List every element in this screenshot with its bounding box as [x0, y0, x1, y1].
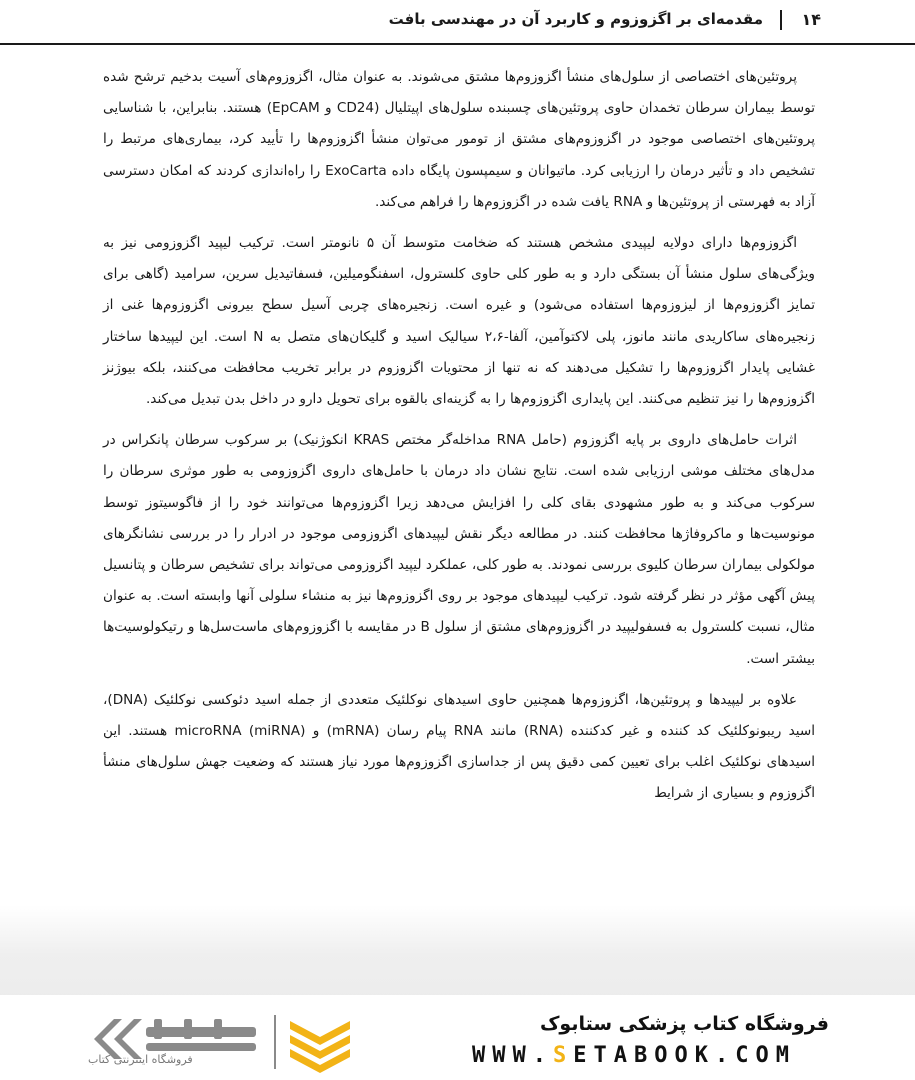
body-text [103, 62, 815, 820]
paragraph-1: پروتئین‌های اختصاصی از سلول‌های منشأ اگزوزوم‌ها مشتق می‌شوند. به عنوان مثال، اگزوزوم‌های آسیت بدخیم ترشح شده توسط بیماران سرطان تخمدان حاوی پروتئین‌های چسبنده سلول‌های اپیتلیال (CD24 و EpCAM) هستند. بنابراین، با شناسایی پروتئین‌های اختصاصی موجود در اگزوزوم‌های مشتق از تومور می‌توان منشأ اگزوزوم‌ها را تأیید کرد، بیماری‌های مرتبط را تشخیص داد و تأثیر درمان را ارزیابی کرد. ماتیوانان و سیمپسون پایگاه داده ExoCarta را راه‌اندازی کردند که امکان دسترسی آزاد به فهرستی از پروتئین‌ها و RNA یافت شده در اگزوزوم‌ها را فراهم می‌کند. [103, 69, 815, 210]
logo-v-mark-icon [290, 1021, 350, 1073]
store-footer [0, 995, 915, 1080]
page-fade-overlay [0, 905, 915, 1005]
paragraph-4: علاوه بر لیپیدها و پروتئین‌ها، اگزوزوم‌ها همچنین حاوی اسیدهای نوکلئیک متعددی از جمله اسید دئوکسی نوکلئیک (DNA)، اسید ریبونوکلئیک کد کننده و غیر کدکننده (RNA) مانند RNA پیام رسان (mRNA) و microRNA (miRNA) هستند. این اسیدهای نوکلئیک اغلب برای تعیین کمی دقیق پس از جداسازی اگزوزوم‌ها مورد نیاز هستند که وضعیت جهش سلول‌های منشأ اگزوزوم و بسیاری از شرایط [103, 691, 816, 802]
website-accent-b: B [633, 1043, 655, 1068]
setabook-logo [84, 1007, 374, 1077]
paragraph-2: اگزوزوم‌ها دارای دولایه لیپیدی مشخص هستند که ضخامت متوسط آن ۵ نانومتر است. ترکیب لیپید اگزوزومی نیز به ویژگی‌های سلول منشأ آن بستگی دارد و به طور کلی حاوی کلسترول، اسفنگومیلین، فسفاتیدیل سرین، سرامید (گاهی برای تمایز اگزوزوم‌ها از لیزوزوم‌ها استفاده می‌شود) و غیره است. زنجیره‌های چربی آسیل سطح بیرونی اگزوزوم‌ها غنی از زنجیره‌های ساکاریدی مانند مانوز، پلی لاکتوآمین، آلفا-۲،۶ سیالیک اسید و گلیکان‌های متصل به N است. این لیپیدها ساختار غشایی پایدار اگزوزوم‌ها را تشکیل می‌دهند که نه تنها از محتویات اگزوزوم در برابر تخریب محافظت می‌کنند، بلکه بیوژنز اگزوزوم‌ها را نیز تنظیم می‌کنند. این پایداری اگزوزوم‌ها را به گزینه‌ای بالقوه برای تحویل دارو در داخل بدن تبدیل می‌کند. [103, 235, 815, 408]
running-title: مقدمه‌ای بر اگزوزوم و کاربرد آن در مهندسی بافت [388, 10, 763, 28]
paragraph-3: اثرات حامل‌های داروی بر پایه اگزوزوم (حامل RNA مداخله‌گر مختص KRAS انکوژنیک) بر سرکوب سرطان پانکراس در مدل‌های مختلف موشی ارزیابی شده است. نتایج نشان داد درمان با حامل‌های داروی اگزوزومی به طور موثری سرطان را سرکوب می‌کند و به طور مشهودی بقای کلی را افزایش می‌دهد زیرا اگزوزوم‌ها می‌توانند خود را از فاگوسیتوز توسط مونوسیت‌ها و ماکروفاژها محافظت کنند. در مطالعه دیگر نقش لیپیدهای اگزوزومی موجود در ادرار را در بررسی نشانگرهای مولکولی بیماران سرطان کلیوی بررسی نمودند. به طور کلی، عملکرد لیپید اگزوزومی می‌تواند برای تشخیص سرطان و پتانسیل پیش آگهی مؤثر در نظر گرفته شود. ترکیب لیپیدهای موجود بر روی اگزوزوم‌ها نیز به منشاء سلولی آنها وابسته است. به عنوان مثال، نسبت کلسترول به فسفولیپید در اگزوزوم‌های مشتق از سلول B در مقایسه با اگزوزوم‌های ماست‌سل‌ها و رتیکولوسیت‌ها بیشتر است. [103, 432, 815, 667]
website-accent-s: S [552, 1043, 574, 1068]
logo-wordmark-icon [146, 1019, 256, 1051]
website-prefix: WWW. [472, 1043, 553, 1068]
page-header [0, 0, 915, 44]
logo-tagline: فروشگاه اینترنتی کتاب [88, 1053, 193, 1066]
website-suffix: OOK.COM [654, 1043, 796, 1068]
page-number: ۱۴ [801, 10, 821, 29]
website-url[interactable] [472, 1043, 796, 1068]
header-rule [0, 43, 915, 45]
store-name: فروشگاه کتاب پزشکی ستابوک [539, 1013, 829, 1035]
header-separator [780, 10, 782, 30]
website-mid: ETA [573, 1043, 634, 1068]
